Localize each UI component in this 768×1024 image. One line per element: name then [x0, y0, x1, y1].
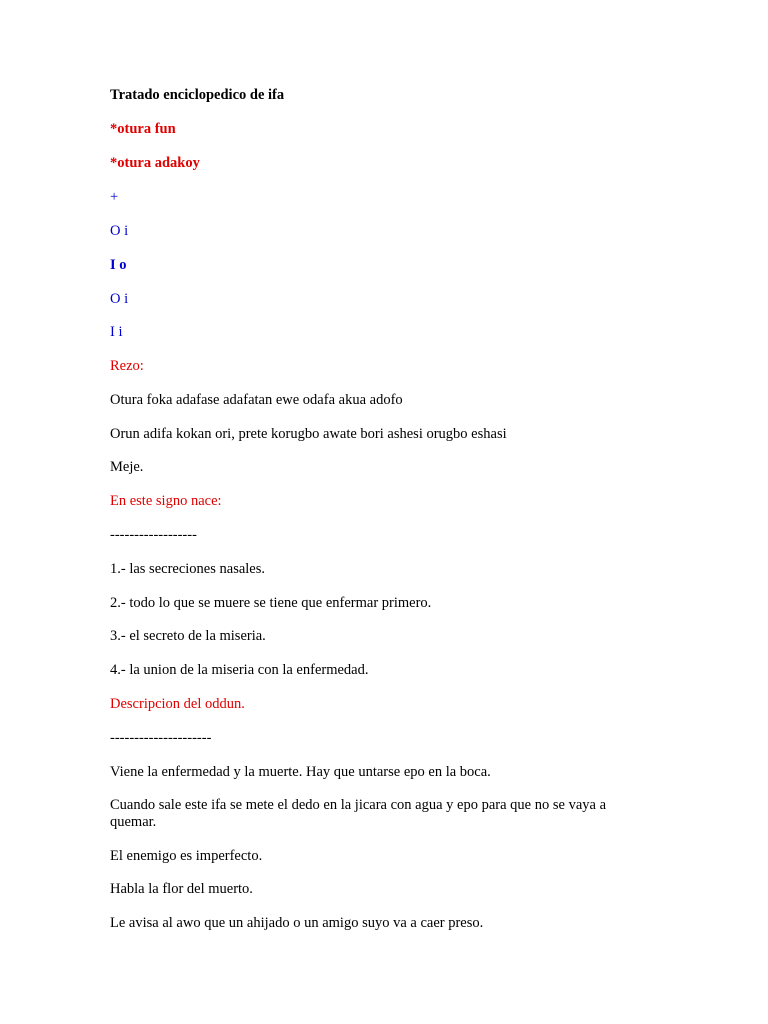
list-item: 1.- las secreciones nasales. [110, 561, 266, 577]
list-item: 4.- la union de la miseria con la enfermedad. [110, 662, 369, 678]
figure-row-2: I o [110, 257, 127, 273]
sign-name-2: *otura adakoy [110, 155, 200, 171]
sign-name-1: *otura fun [110, 121, 176, 137]
rezo-line-3: Meje. [110, 459, 144, 475]
rezo-line-2: Orun adifa kokan ori, prete korugbo awate bori ashesi orugbo eshasi [110, 426, 507, 442]
list-item: 3.- el secreto de la miseria. [110, 628, 266, 644]
rezo-heading: Rezo: [110, 358, 144, 374]
paragraph: El enemigo es imperfecto. [110, 848, 263, 864]
figure-row-1: O i [110, 223, 129, 239]
paragraph: Habla la flor del muerto. [110, 881, 253, 897]
descripcion-rule: --------------------- [110, 730, 212, 746]
figure-plus: + [110, 189, 119, 205]
list-item: 2.- todo lo que se muere se tiene que enfermar primero. [110, 595, 432, 611]
paragraph: Viene la enfermedad y la muerte. Hay que untarse epo en la boca. [110, 764, 491, 780]
document-page [110, 0, 670, 1024]
figure-row-3: O i [110, 291, 129, 307]
descripcion-heading: Descripcion del oddun. [110, 696, 245, 712]
paragraph: Cuando sale este ifa se mete el dedo en la jicara con agua y epo para que no se vaya a quemar. [110, 797, 607, 830]
figure-row-4: I i [110, 324, 123, 340]
document-title: Tratado enciclopedico de ifa [110, 87, 285, 103]
paragraph: Le avisa al awo que un ahijado o un amigo suyo va a caer preso. [110, 915, 484, 931]
nace-heading: En este signo nace: [110, 493, 222, 509]
nace-rule: ------------------ [110, 527, 197, 543]
rezo-line-1: Otura foka adafase adafatan ewe odafa akua adofo [110, 392, 403, 408]
